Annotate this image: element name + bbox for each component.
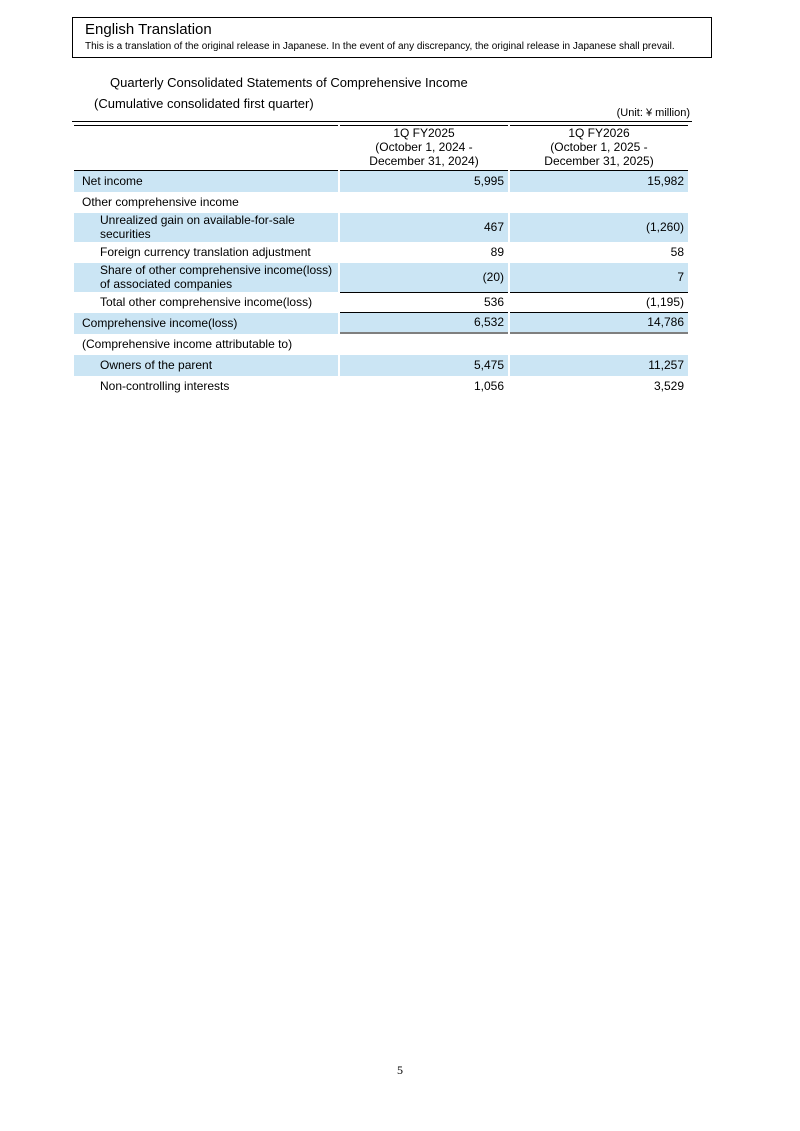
header-col-fy2025	[340, 125, 508, 171]
row-value: 58	[670, 244, 684, 259]
row-label: Owners of the parent	[74, 355, 338, 376]
row-value: 467	[340, 213, 508, 242]
row-value: 14,786	[510, 313, 688, 334]
row-value: 15,982	[510, 171, 688, 192]
row-value: 6,532	[340, 313, 508, 334]
row-value: (1,195)	[510, 292, 688, 313]
row-value	[340, 192, 508, 213]
header-period-name: 1Q FY2025	[393, 126, 455, 140]
row-value: (1,260)	[510, 213, 688, 242]
table-row	[74, 213, 688, 242]
translation-notice-box	[72, 17, 712, 58]
row-value	[340, 334, 508, 355]
row-label: Comprehensive income(loss)	[74, 313, 338, 334]
page-subtitle: (Cumulative consolidated first quarter)	[94, 96, 314, 111]
comprehensive-income-table	[72, 125, 690, 397]
row-value	[510, 334, 688, 355]
table-header-row	[74, 125, 688, 171]
row-value: 5,995	[340, 171, 508, 192]
row-label: Share of other comprehensive income(loss) of associated companies	[74, 263, 338, 292]
header-period-end: December 31, 2024)	[369, 154, 479, 168]
row-value: 536	[340, 292, 508, 313]
row-label: Net income	[74, 171, 338, 192]
row-value	[510, 192, 688, 213]
table-row	[74, 171, 688, 192]
table-row	[74, 192, 688, 213]
page-title: Quarterly Consolidated Statements of Comprehensive Income	[110, 75, 468, 90]
header-label-cell	[74, 125, 338, 171]
row-label: Unrealized gain on available-for-sale securities	[74, 213, 338, 242]
row-value: 3,529	[653, 378, 684, 393]
page-number: 5	[397, 1063, 403, 1077]
translation-notice-title: English Translation	[85, 21, 212, 38]
header-period-name: 1Q FY2026	[568, 126, 630, 140]
table-row	[74, 292, 688, 313]
row-label: Other comprehensive income	[82, 194, 239, 209]
table-row	[74, 334, 688, 355]
row-value: 5,475	[340, 355, 508, 376]
unit-note: (Unit: ¥ million)	[72, 105, 692, 122]
row-label: Non-controlling interests	[100, 378, 230, 393]
table-body	[74, 171, 688, 397]
table-row	[74, 376, 688, 397]
header-period-end: December 31, 2025)	[544, 154, 654, 168]
translation-notice-body: This is a translation of the original release in Japanese. In the event of any discrepancy, the original release in Japanese shall prevail.	[85, 41, 675, 52]
table-row	[74, 263, 688, 292]
row-value: 7	[510, 263, 688, 292]
row-value: 89	[490, 244, 504, 259]
row-label: Foreign currency translation adjustment	[100, 244, 311, 259]
row-label: (Comprehensive income attributable to)	[82, 336, 293, 351]
row-value: 11,257	[510, 355, 688, 376]
table-row	[74, 355, 688, 376]
table-row	[74, 313, 688, 334]
header-period-start: (October 1, 2024 -	[375, 140, 473, 154]
row-value: (20)	[340, 263, 508, 292]
header-col-fy2026	[510, 125, 688, 171]
row-label: Total other comprehensive income(loss)	[100, 294, 313, 309]
row-value: 1,056	[473, 378, 504, 393]
table-row	[74, 242, 688, 263]
header-period-start: (October 1, 2025 -	[550, 140, 648, 154]
